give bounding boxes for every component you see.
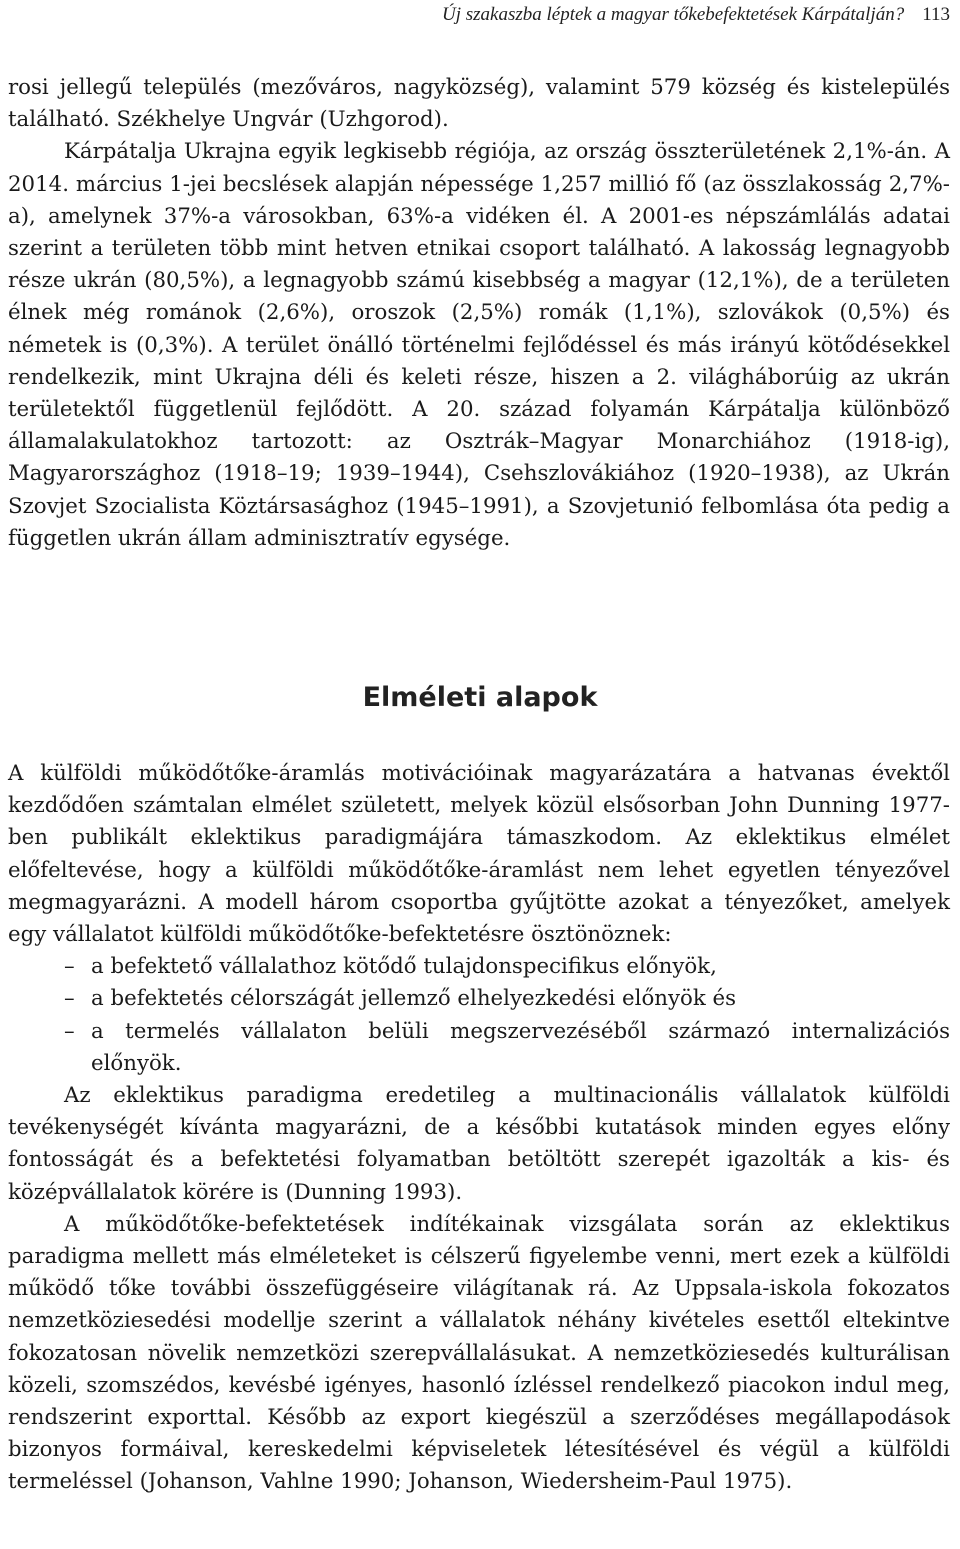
section-title: Elméleti alapok bbox=[362, 682, 598, 713]
list-item: – a termelés vállalaton belüli megszervezéséből származó internalizációs előnyök. bbox=[8, 1016, 950, 1080]
paragraph-theory: A külföldi működőtőke-áramlás motivációinak magyarázatára a hatvanas évektől kezdődően számtalan elmélet született, melyek közül elsősorban John Dunning 1977-ben publikált eklektikus paradigmájára támaszkodom. Az eklektikus elmélet előfeltevése, hogy a külföldi működőtőke-áramlást nem lehet egyetlen tényezővel megmagyarázni. A modell három csoportba gyűjtötte azokat a tényezőket, amelyek egy vállalatot külföldi működőtőke-befektetésre ösztönöznek: bbox=[8, 761, 950, 948]
page-number: 113 bbox=[922, 4, 950, 25]
paragraph-eclectic: Az eklektikus paradigma eredetileg a multinacionális vállalatok külföldi tevékenységét kívánta magyarázni, de a későbbi kutatások minden egyes előny fontosságát és a befektetési folyamatban betöltött szerepét igazolták a kis- és középvállalatok körére is (Dunning 1993). bbox=[8, 1083, 950, 1205]
paragraph-uppsala: A működőtőke-befektetések indítékainak vizsgálata során az eklektikus paradigma mellett más elméleteket is célszerű figyelembe venni, mert ezek a külföldi működő tőke további összefüggéseire világítanak rá. Az Uppsala-iskola fokozatos nemzetköziesedési modellje szerint a vállalatok néhány kivételes esettől eltekintve fokozatosan növelik nemzetközi szerepvállalásukat. A nemzetköziesedés kulturálisan közeli, szomszédos, kevésbé igényes, hasonló ízléssel rendelkező piacokon indul meg, rendszerint exporttal. Később az export kiegészül a szerződéses megállapodások bizonyos formáival, kereskedelmi képviseletek létesítésével és végül a külföldi termeléssel (Johanson, Vahlne 1990; Johanson, Wiedersheim-Paul 1975). bbox=[8, 1211, 950, 1495]
dash-marker: – bbox=[64, 1018, 75, 1044]
page-header bbox=[0, 4, 950, 26]
dash-marker: – bbox=[64, 954, 75, 980]
paragraph-continued: rosi jellegű település (mezőváros, nagyközség), valamint 579 község és kistelepülés található. Székhelye Ungvár (Uzhgorod). bbox=[8, 75, 950, 133]
advantages-list bbox=[8, 951, 950, 1080]
list-item: – a befektető vállalathoz kötődő tulajdonspecifikus előnyök, bbox=[8, 951, 950, 983]
dash-marker: – bbox=[64, 986, 75, 1012]
intro-text bbox=[8, 72, 950, 555]
running-title: Új szakaszba léptek a magyar tőkebefektetések Kárpátalján? bbox=[441, 4, 905, 25]
paragraph-karpatalja: Kárpátalja Ukrajna egyik legkisebb régiója, az ország összterületének 2,1%-án. A 2014. március 1-jei becslések alapján népessége 1,257 millió fő (az összlakosság 2,7%-a), amelynek 37%-a városokban, 63%-a vidéken él. A 2001-es népszámlálás adatai szerint a területen több mint hetven etnikai csoport található. A lakosság legnagyobb része ukrán (80,5%), a legnagyobb számú kisebbség a magyar (12,1%), de a területen élnek még románok (2,6%), oroszok (2,5%) romák (1,1%), szlovákok (0,5%) és németek is (0,3%). A terület önálló történelmi fejlődéssel és más irányú kötődésekkel rendelkezik, mint Ukrajna déli és keleti része, hiszen a 2. világháborúig az ukrán területektől függetlenül fejlődött. A 20. század folyamán Kárpátalja különböző államalakulatokhoz tartozott: az Osztrák–Magyar Monarchiához (1918-ig), Magyarországhoz (1918–19; 1939–1944), Csehszlovákiához (1920–1938), az Ukrán Szovjet Szocialista Köztársasághoz (1945–1991), a Szovjetunió felbomlása óta pedig a független ukrán állam adminisztratív egysége. bbox=[8, 139, 950, 551]
section-body bbox=[8, 758, 950, 1499]
list-item: – a befektetés célországát jellemző elhelyezkedési előnyök és bbox=[8, 983, 950, 1015]
